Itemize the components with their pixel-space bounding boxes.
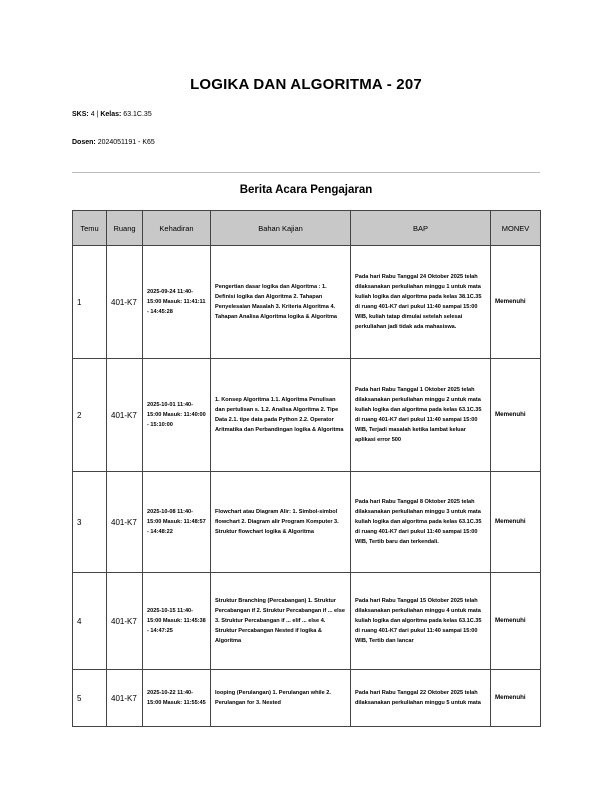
header-bahan-kajian: Bahan Kajian xyxy=(211,211,351,246)
cell-bap: Pada hari Rabu Tanggal 15 Oktober 2025 telah dilaksanakan perkuliahan minggu 4 untuk mata kuliah logika dan algoritma pada kelas 63.1C.35 di ruang 401-K7 dari pukul 11:40 sampai 15:00 WIB, Tertib dan lancar xyxy=(351,573,491,670)
cell-temu: 3 xyxy=(73,472,107,573)
cell-kehadiran: 2025-10-08 11:40-15:00 Masuk: 11:48:57 - 14:48:22 xyxy=(143,472,211,573)
sks-label: SKS: xyxy=(72,111,89,118)
cell-kehadiran: 2025-09-24 11:40-15:00 Masuk: 11:41:11 - 14:45:28 xyxy=(143,246,211,359)
cell-ruang: 401-K7 xyxy=(107,670,143,727)
table-row xyxy=(73,472,541,573)
cell-ruang: 401-K7 xyxy=(107,246,143,359)
sks-value: 4 xyxy=(90,111,95,118)
cell-monev: Memenuhi xyxy=(491,573,541,670)
kelas-label: Kelas: xyxy=(100,111,122,118)
header-bap: BAP xyxy=(351,211,491,246)
table-row xyxy=(73,573,541,670)
table-row xyxy=(73,246,541,359)
table-row xyxy=(73,670,541,727)
section-title: Berita Acara Pengajaran xyxy=(239,184,373,196)
lecturer-meta xyxy=(72,139,155,146)
cell-monev: Memenuhi xyxy=(491,472,541,573)
cell-monev: Memenuhi xyxy=(491,246,541,359)
cell-bahan-kajian: Flowchart atau Diagram Alir: 1. Simbol-simbol flowchart 2. Diagram alir Program Komputer 3. Struktur flowchart logika & Algoritma xyxy=(211,472,351,573)
cell-temu: 2 xyxy=(73,359,107,472)
cell-bap: Pada hari Rabu Tanggal 8 Oktober 2025 telah dilaksanakan perkuliahan minggu 3 untuk mata kuliah logika dan algoritma pada kelas 63.1C.35 di ruang 401-K7 dari pukul 11:40 sampai 15:00 WIB, Tertib baru dan terkendali. xyxy=(351,472,491,573)
header-ruang: Ruang xyxy=(107,211,143,246)
cell-monev: Memenuhi xyxy=(491,359,541,472)
cell-kehadiran: 2025-10-01 11:40-15:00 Masuk: 11:40:00 - 15:10:00 xyxy=(143,359,211,472)
cell-bahan-kajian: looping (Perulangan) 1. Perulangan while 2. Perulangan for 3. Nested xyxy=(211,670,351,727)
table-row xyxy=(73,359,541,472)
cell-kehadiran: 2025-10-22 11:40-15:00 Masuk: 11:55:45 xyxy=(143,670,211,727)
cell-ruang: 401-K7 xyxy=(107,573,143,670)
cell-bap: Pada hari Rabu Tanggal 22 Oktober 2025 telah dilaksanakan perkuliahan minggu 5 untuk mata xyxy=(351,670,491,727)
cell-ruang: 401-K7 xyxy=(107,472,143,573)
cell-temu: 4 xyxy=(73,573,107,670)
cell-temu: 5 xyxy=(73,670,107,727)
cell-kehadiran: 2025-10-15 11:40-15:00 Masuk: 11:45:38 - 14:47:25 xyxy=(143,573,211,670)
meta-separator: | xyxy=(96,111,99,118)
header-monev: MONEV xyxy=(491,211,541,246)
cell-bahan-kajian: Pengertian dasar logika dan Algoritma : 1. Definisi logika dan Algoritma 2. Tahapan Penyelesaian Masalah 3. Kriteria Algoritma 4. Tahapan Analisa Algoritma logika & Algoritma xyxy=(211,246,351,359)
kelas-value: 63.1C.35 xyxy=(123,111,152,118)
header-temu: Temu xyxy=(73,211,107,246)
cell-bap: Pada hari Rabu Tanggal 1 Oktober 2025 telah dilaksanakan perkuliahan minggu 2 untuk mata kuliah logika dan algoritma pada kelas 63.1C.35 di ruang 401-K7 dari pukul 11:40 sampai 15:00 WIB, Terjadi masalah ketika lambat keluar aplikasi error 500 xyxy=(351,359,491,472)
header-kehadiran: Kehadiran xyxy=(143,211,211,246)
cell-bahan-kajian: 1. Konsep Algoritma 1.1. Algoritma Penulisan dan pertulisan s. 1.2. Analisa Algoritma 2. Tipe Data 2.1. tipe data pada Python 2.2. Operator Aritmatika dan Perbandingan logika & Algoritma xyxy=(211,359,351,472)
cell-ruang: 401-K7 xyxy=(107,359,143,472)
teaching-record-table xyxy=(72,210,541,727)
cell-monev: Memenuhi xyxy=(491,670,541,727)
document-title: LOGIKA DAN ALGORITMA - 207 xyxy=(190,76,422,93)
course-meta xyxy=(72,111,152,118)
dosen-label: Dosen: xyxy=(72,139,96,146)
divider xyxy=(72,172,540,173)
cell-bahan-kajian: Struktur Branching (Percabangan) 1. Struktur Percabangan if 2. Struktur Percabangan if ... else 3. Struktur Percabangan if ... elif ... else 4. Struktur Percabangan Nested if logika & Algoritma xyxy=(211,573,351,670)
cell-temu: 1 xyxy=(73,246,107,359)
dosen-value: 2024051191 - K65 xyxy=(97,139,155,146)
cell-bap: Pada hari Rabu Tanggal 24 Oktober 2025 telah dilaksanakan perkuliahan minggu 1 untuk mata kuliah logika dan algoritma pada kelas 38.1C.35 di ruang 401-K7 dari pukul 11:40 sampai 15:00 WIB, kuliah tatap dimulai setelah selesai perkuliahan jadi tidak ada mahasiswa. xyxy=(351,246,491,359)
table-header-row xyxy=(73,211,541,246)
